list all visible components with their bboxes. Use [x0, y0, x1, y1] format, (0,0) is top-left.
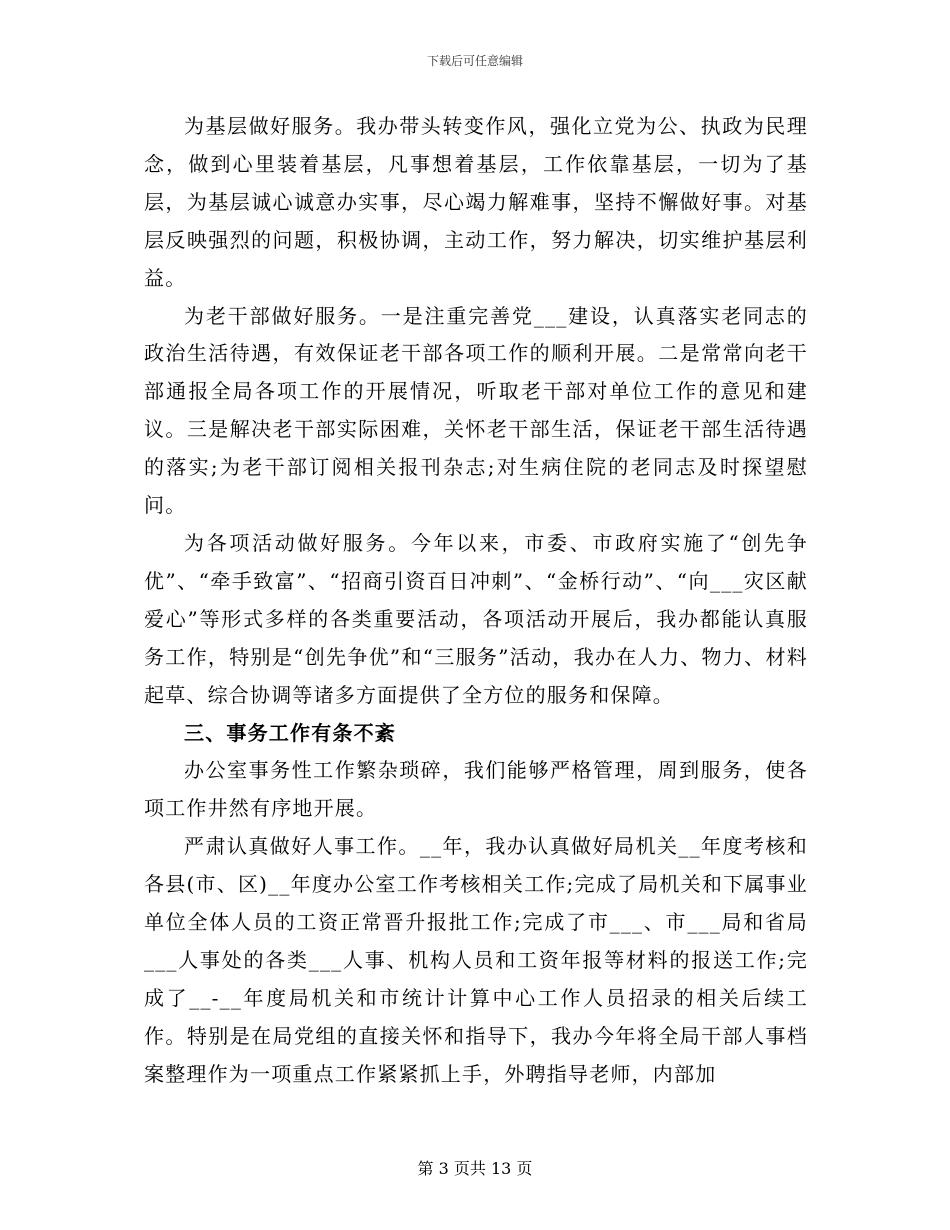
paragraph-grassroots-service: 为基层做好服务。我办带头转变作风，强化立党为公、执政为民理念，做到心里装着基层，凡事想着基层，工作依靠基层，一切为了基层，为基层诚心诚意办实事，尽心竭力解难事，坚持不懈做好事。对基层反映强烈的问题，积极协调，主动工作，努力解决，切实维护基层利益。 [144, 114, 808, 290]
paragraph-personnel-work: 严肃认真做好人事工作。__年，我办认真做好局机关__年度考核和各县(市、区)__年度办公室工作考核相关工作;完成了局机关和下属事业单位全体人员的工资正常晋升报批工作;完成了市___、市___局和省局___人事处的各类___人事、机构人员和工资年报等材料的报送工作;完成了__-__年度局机关和市统计计算中心工作人员招录的相关后续工作。特别是在局党组的直接关怀和指导下，我办今年将全局干部人事档案整理作为一项重点工作紧紧抓上手，外聘指导老师，内部加 [144, 834, 808, 1086]
paragraph-veteran-cadre-service: 为老干部做好服务。一是注重完善党___建设，认真落实老同志的政治生活待遇，有效保证老干部各项工作的顺利开展。二是常常向老干部通报全局各项工作的开展情况，听取老干部对单位工作的意见和建议。三是解决老干部实际困难，关怀老干部生活，保证老干部生活待遇的落实;为老干部订阅相关报刊杂志;对生病住院的老同志及时探望慰问。 [144, 303, 808, 518]
paragraph-affairs-intro: 办公室事务性工作繁杂琐碎，我们能够严格管理，周到服务，使各项工作井然有序地开展。 [144, 758, 808, 821]
page-number-footer: 第 3 页共 13 页 [417, 1159, 533, 1178]
page-header: 下载后可任意编辑 [426, 54, 523, 68]
paragraph-activities-service: 为各项活动做好服务。今年以来，市委、市政府实施了“创先争优”、“牵手致富”、“招商引资百日冲刺”、“金桥行动”、“向___灾区献爱心”等形式多样的各类重要活动，各项活动开展后，我办都能认真服务工作，特别是“创先争优”和“三服务”活动，我办在人力、物力、材料起草、综合协调等诸多方面提供了全方位的服务和保障。 [144, 530, 808, 707]
document-body [144, 108, 808, 1094]
section-heading-affairs: 三、事务工作有条不紊 [184, 720, 396, 745]
